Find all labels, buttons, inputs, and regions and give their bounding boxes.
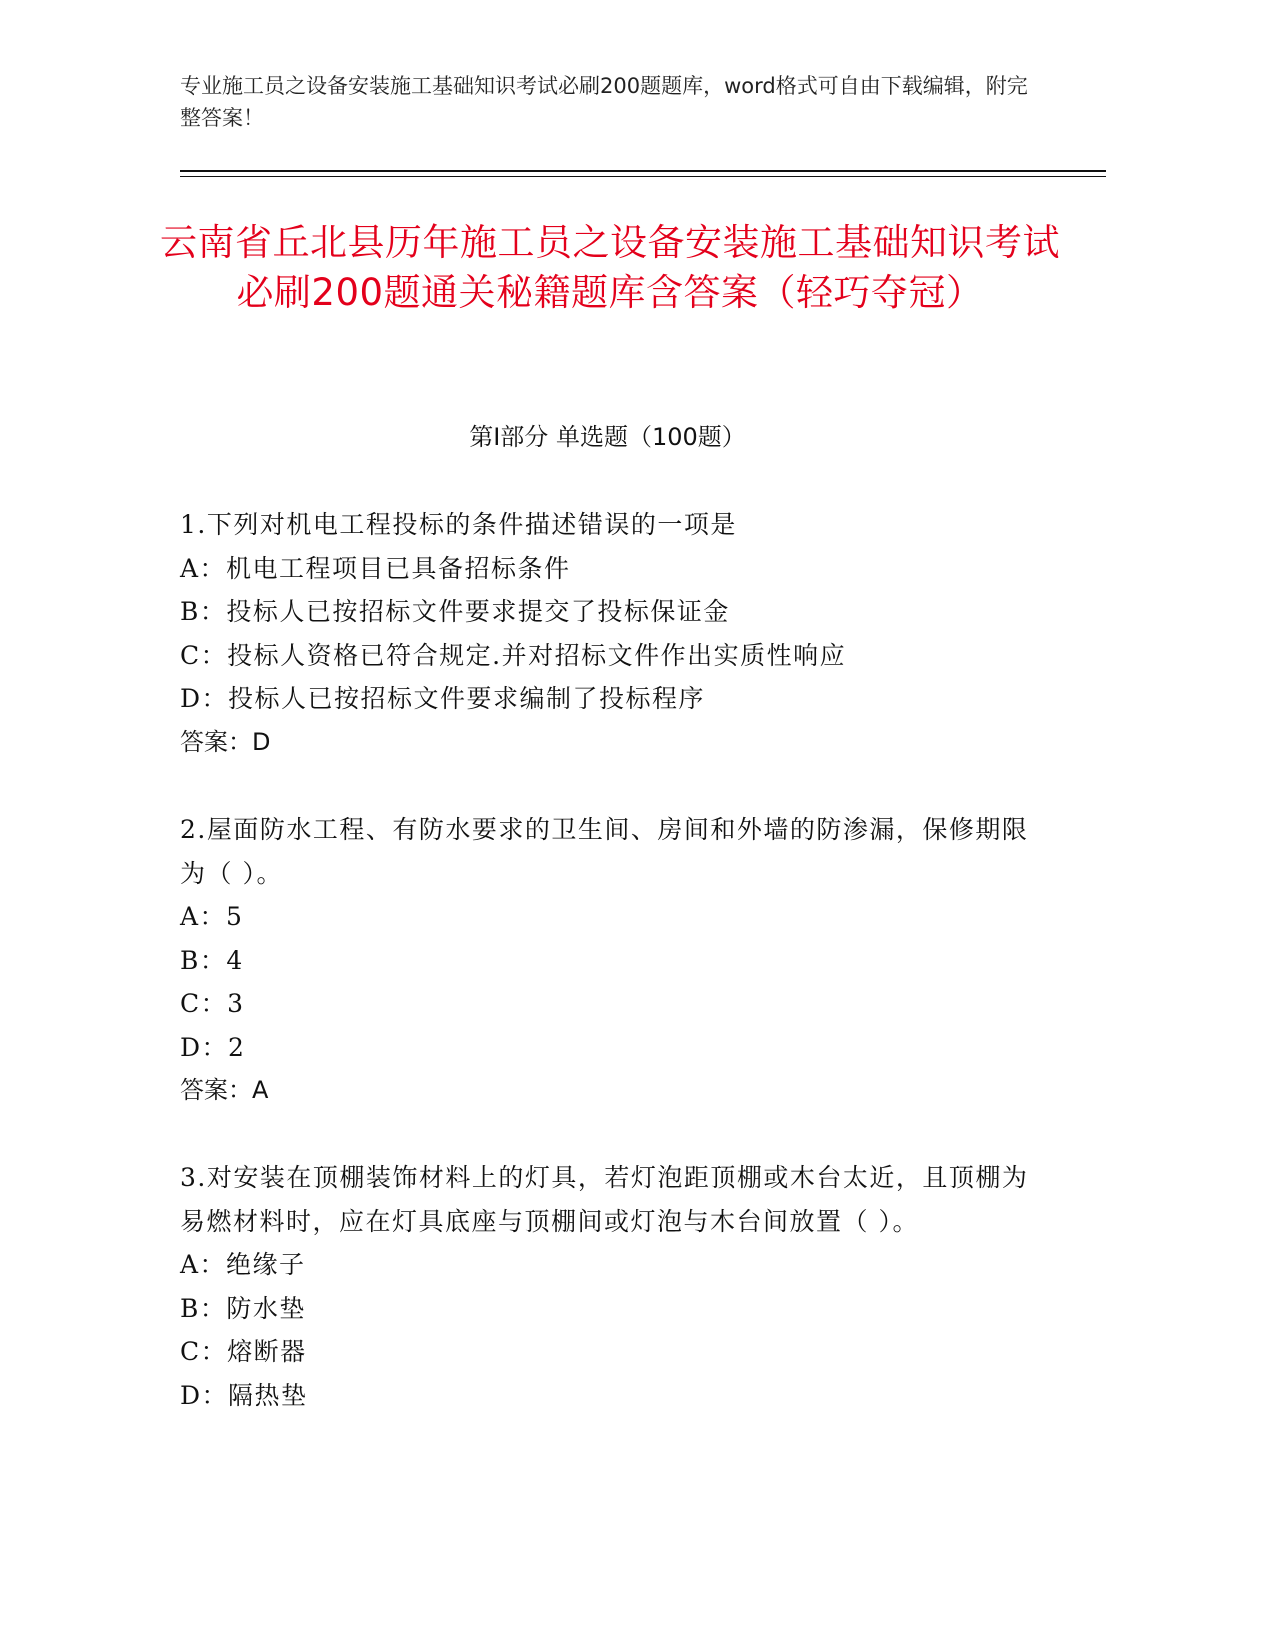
header-note: 专业施工员之设备安装施工基础知识考试必刷200题题库，word格式可自由下载编辑，附完整答案！ [180, 74, 1028, 130]
header-divider-thin [180, 176, 1106, 177]
question-stem: 2.屋面防水工程、有防水要求的卫生间、房间和外墙的防渗漏，保修期限为（ ）。 [180, 815, 1029, 888]
question-3 [180, 1156, 1040, 1417]
option-a: A：5 [180, 902, 244, 931]
option-d: D：隔热垫 [180, 1380, 308, 1410]
question-answer: 答案：D [180, 727, 271, 756]
question-1 [180, 503, 1040, 764]
question-2 [180, 808, 1040, 1113]
header-divider [180, 170, 1106, 172]
section-title: 第Ⅰ部分 单选题（100题） [469, 423, 746, 451]
option-c: C：3 [180, 989, 245, 1018]
option-d: D：2 [180, 1032, 246, 1062]
option-a: A：机电工程项目已具备招标条件 [180, 553, 571, 583]
option-b: B：投标人已按招标文件要求提交了投标保证金 [180, 597, 730, 626]
option-d: D：投标人已按招标文件要求编制了投标程序 [180, 684, 706, 713]
document-title: 云南省丘北县历年施工员之设备安装施工基础知识考试必刷200题通关秘籍题库含答案（轻巧夺冠） [160, 221, 1060, 314]
option-c: C：投标人资格已符合规定.并对招标文件作出实质性响应 [180, 640, 847, 670]
question-answer: 答案：A [180, 1076, 269, 1104]
option-a: A：绝缘子 [180, 1250, 306, 1279]
question-stem: 3.对安装在顶棚装饰材料上的灯具，若灯泡距顶棚或木台太近，且顶棚为易燃材料时，应在灯具底座与顶棚间或灯泡与木台间放置（ ）。 [180, 1163, 1029, 1236]
question-stem: 1.下列对机电工程投标的条件描述错误的一项是 [180, 510, 737, 539]
option-b: B：防水垫 [180, 1293, 306, 1323]
option-c: C：熔断器 [180, 1337, 307, 1366]
option-b: B：4 [180, 945, 244, 975]
